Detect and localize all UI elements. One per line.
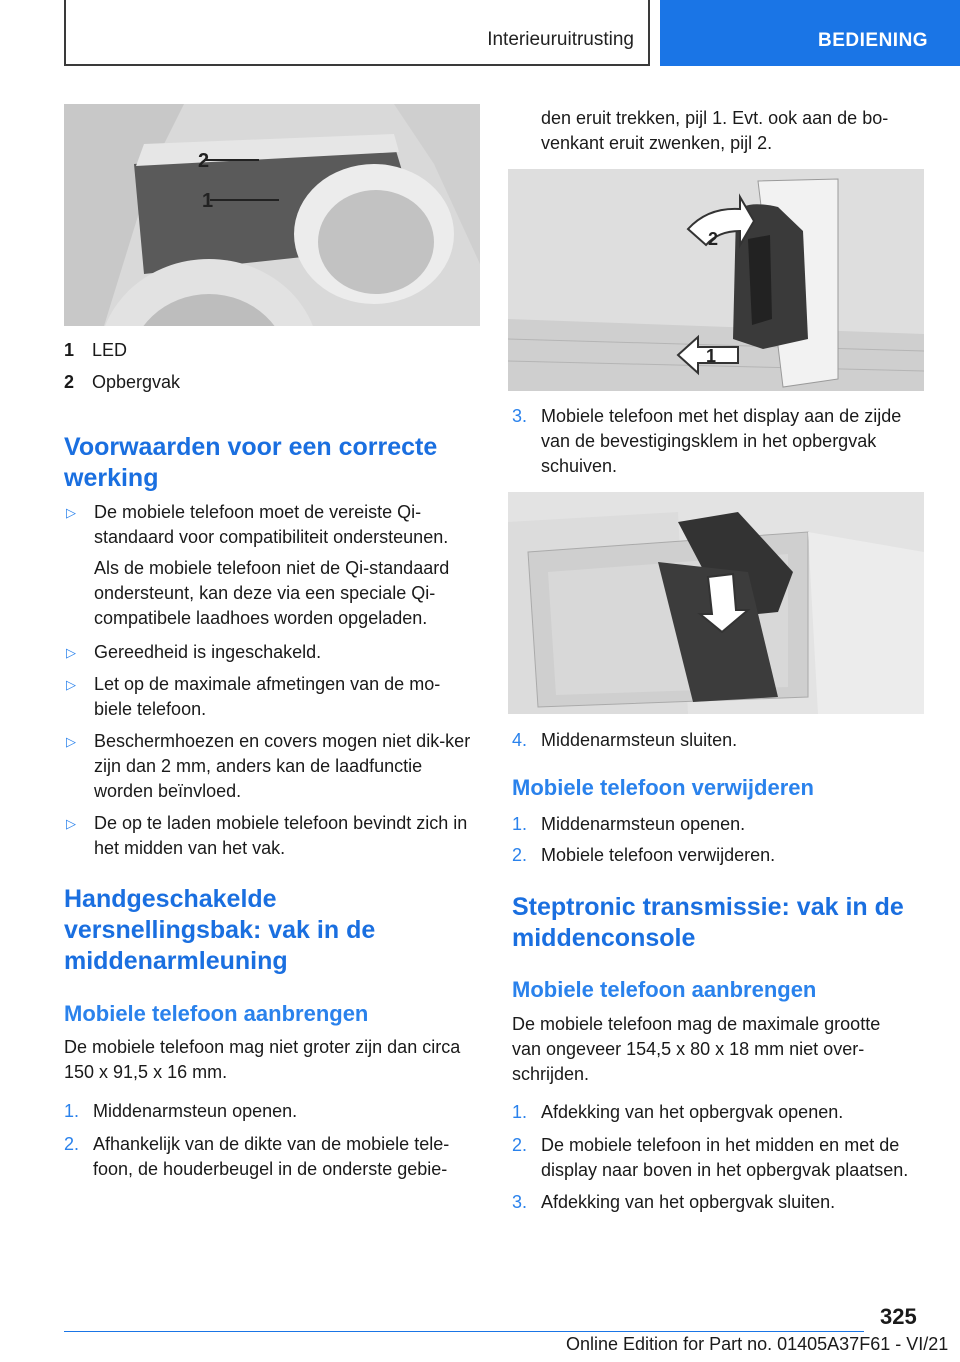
bullet-text: De mobiele telefoon moet de vereiste Qi-standaard voor compatibiliteit ondersteunen. <box>94 502 449 547</box>
header-section-title: Interieuruitrusting <box>487 29 634 50</box>
section-title-manual: Handgeschakelde versnellingsbak: vak in de middenarmleuning <box>64 885 376 975</box>
step-item <box>512 1133 930 1183</box>
bullet-item <box>64 640 476 665</box>
step-text: Middenarmsteun openen. <box>93 1101 298 1121</box>
subsection-title-remove: Mobiele telefoon verwijderen <box>512 775 814 800</box>
step-text: Afhankelijk van de dikte van de mobiele tele-foon, de houderbeugel in de onderste gebie- <box>93 1134 450 1179</box>
step-text: Afdekking van het opbergvak openen. <box>541 1102 844 1122</box>
step-text: Mobiele telefoon verwijderen. <box>541 845 776 865</box>
bullet-text: Let op de maximale afmetingen van de mo-biele telefoon. <box>94 674 441 719</box>
figure-console-led <box>64 104 480 326</box>
callout-label-2: 2 <box>198 150 210 172</box>
callout-label-2: 2 <box>708 229 719 249</box>
figure-holder-bracket <box>508 169 924 391</box>
figure-phone-in-compartment <box>508 492 924 714</box>
bullet-note: Als de mobiele telefoon niet de Qi-standaard ondersteunt, kan deze via een speciale Qi-compatibele laadhoes worden opgeladen. <box>94 558 450 628</box>
section-title-requirements: Voorwaarden voor een correcte werking <box>64 433 438 492</box>
bullet-item <box>64 729 476 804</box>
step-text: Middenarmsteun openen. <box>541 814 746 834</box>
compartment-illustration <box>508 492 924 714</box>
console-photo-illustration <box>64 104 480 326</box>
step-item <box>512 843 930 868</box>
step-item <box>512 404 930 479</box>
step-text: De mobiele telefoon in het midden en met de display naar boven in het opbergvak plaatsen. <box>541 1135 909 1180</box>
step-number: 2. <box>512 845 528 865</box>
step-item <box>512 1190 930 1215</box>
footer-divider <box>64 1331 864 1332</box>
header-section-tab <box>64 0 650 66</box>
step-item <box>512 812 930 837</box>
step-number: 3. <box>512 406 528 426</box>
step-number: 1. <box>512 814 528 834</box>
section-title-steptronic: Steptronic transmissie: vak in de middenconsole <box>512 893 904 952</box>
legend-item <box>64 372 180 393</box>
step-item <box>512 728 930 753</box>
triangle-bullet-icon: ▷ <box>66 734 76 749</box>
legend-number: 1 <box>64 340 75 360</box>
subsection-title-steptronic: Mobiele telefoon aanbrengen <box>512 977 817 1002</box>
callout-label-1: 1 <box>706 346 717 366</box>
legend-number: 2 <box>64 372 75 392</box>
header-chapter-tab <box>660 0 960 66</box>
step-text: Mobiele telefoon met het display aan de zijde van de bevestigingsklem in het opbergvak schuiven. <box>541 406 902 476</box>
edition-note: Online Edition for Part no. 01405A37F61 - VI/21 <box>566 1334 949 1354</box>
manual-intro: De mobiele telefoon mag niet groter zijn dan circa 150 x 91,5 x 16 mm. <box>64 1037 461 1082</box>
legend-label: Opbergvak <box>92 372 181 392</box>
step-text: Middenarmsteun sluiten. <box>541 730 738 750</box>
step-number: 2. <box>64 1134 80 1154</box>
step-number: 1. <box>512 1102 528 1122</box>
bullet-text: Gereedheid is ingeschakeld. <box>94 642 322 662</box>
step-item <box>512 1100 930 1125</box>
bullet-item <box>64 500 476 550</box>
triangle-bullet-icon: ▷ <box>66 645 76 660</box>
step-item <box>64 1132 476 1182</box>
triangle-bullet-icon: ▷ <box>66 505 76 520</box>
bracket-illustration <box>508 169 924 391</box>
steptronic-intro: De mobiele telefoon mag de maximale grootte van ongeveer 154,5 x 80 x 18 mm niet over-schrijden. <box>512 1014 881 1084</box>
header-chapter-title: BEDIENING <box>818 30 929 51</box>
subsection-title-manual: Mobiele telefoon aanbrengen <box>64 1001 369 1026</box>
legend-item <box>64 340 127 361</box>
callout-label-1: 1 <box>202 190 214 212</box>
step2-continued: den eruit trekken, pijl 1. Evt. ook aan de bo-venkant eruit zwenken, pijl 2. <box>541 108 889 153</box>
triangle-bullet-icon: ▷ <box>66 816 76 831</box>
bullet-item <box>64 672 476 722</box>
page-number: 325 <box>880 1304 917 1329</box>
step-text: Afdekking van het opbergvak sluiten. <box>541 1192 836 1212</box>
step-number: 1. <box>64 1101 80 1121</box>
step-number: 2. <box>512 1135 528 1155</box>
step-number: 4. <box>512 730 528 750</box>
bullet-item <box>64 811 476 861</box>
triangle-bullet-icon: ▷ <box>66 677 76 692</box>
bullet-text: De op te laden mobiele telefoon bevindt zich in het midden van het vak. <box>94 813 468 858</box>
legend-label: LED <box>92 340 128 360</box>
bullet-text: Beschermhoezen en covers mogen niet dik-ker zijn dan 2 mm, anders kan de laadfunctie worden beïnvloed. <box>94 731 471 801</box>
step-item <box>64 1099 476 1124</box>
step-number: 3. <box>512 1192 528 1212</box>
